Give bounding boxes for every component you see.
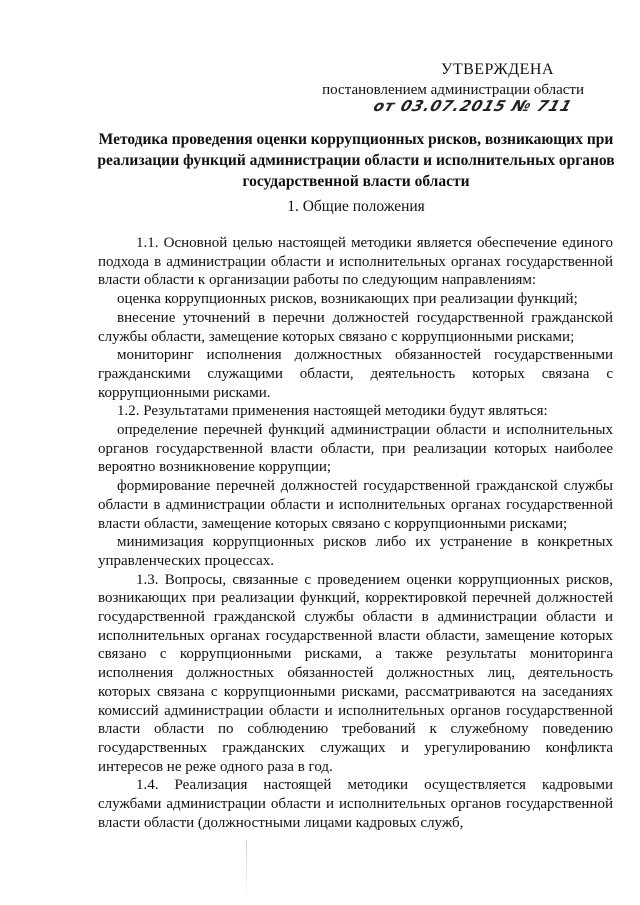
list-item-forming-lists: формирование перечней должностей государственной гражданской службы области в администрации области и исполнительных органах государственной власти области, замещение которых связано с коррупционными рисками; <box>98 478 613 532</box>
paragraph-1-3: 1.3. Вопросы, связанные с проведением оценки коррупционных рисков, возникающих при реализации функций, корректировкой перечней должностей государственной гражданской службы области в администрации области и исполнительных органах государственной власти области, замещение которых связано с коррупционными рисками, а также результаты мониторинга исполнения должностных обязанностей должностных лиц, деятельность которых связана с коррупционными рисками, рассматриваются на заседаниях комиссий администрации области и исполнительных органов государственной власти области по соблюдению требований к служебному поведению государственных гражданских служащих и урегулированию конфликта интересов не реже одного раза в год. <box>98 571 613 775</box>
list-item-minimization: минимизация коррупционных рисков либо их устранение в конкретных управленческих процессах. <box>98 534 613 569</box>
handwritten-date-number: от 03.07.2015 № 711 <box>371 97 575 115</box>
section-heading: 1. Общие положения <box>287 198 425 215</box>
document-body <box>98 234 613 833</box>
list-item-function-lists: определение перечней функций администрации области и исполнительных органов государственной власти области, при реализации которых наиболее вероятно возникновение коррупции; <box>98 422 613 476</box>
list-item-risk-assessment: оценка коррупционных рисков, возникающих при реализации функций; <box>117 291 578 308</box>
approval-decree-line: постановлением администрации области <box>322 82 584 98</box>
document-title: Методика проведения оценки коррупционных рисков, возникающих при реализации функций администрации области и исполнительных органов государственной власти области <box>97 131 615 190</box>
approval-title: УТВЕРЖДЕНА <box>440 61 554 78</box>
list-item-monitoring: мониторинг исполнения должностных обязанностей государственными гражданскими служащими области, деятельность которых связана с коррупционными рисками. <box>98 347 613 401</box>
scan-fold-mark <box>246 840 247 900</box>
paragraph-1-4: 1.4. Реализация настоящей методики осуществляется кадровыми службами администрации области и исполнительных органов государственной власти области (должностными лицами кадровых служб, <box>98 777 613 831</box>
paragraph-1-2: 1.2. Результатами применения настоящей методики будут являться: <box>117 403 548 420</box>
list-item-position-lists: внесение уточнений в перечни должностей государственной гражданской службы области, замещение которых связано с коррупционными рисками; <box>98 309 613 345</box>
paragraph-1-1: 1.1. Основной целью настоящей методики является обеспечение единого подхода в администрации области и исполнительных органах государственной власти области к организации работы по следующим направлениям: <box>98 235 613 289</box>
